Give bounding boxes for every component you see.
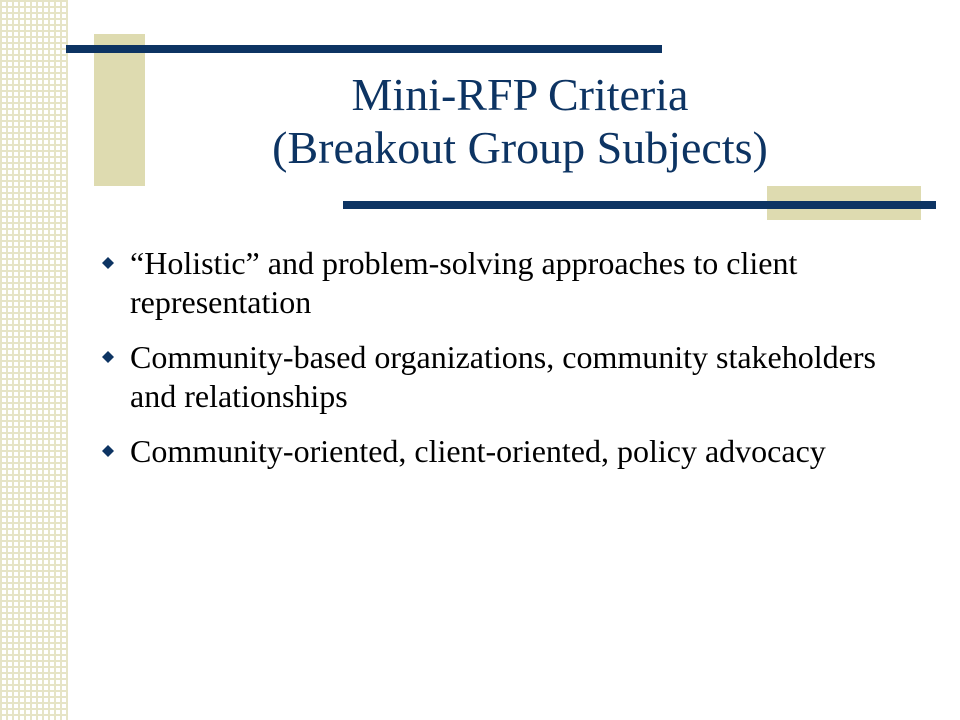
decorative-navy-bar-top [66, 45, 662, 53]
bullet-item [100, 338, 910, 416]
bullet-item [100, 432, 910, 471]
slide-title-line-1: Mini-RFP Criteria [351, 69, 689, 120]
diamond-bullet-icon [102, 351, 114, 363]
decorative-beige-block-top [94, 34, 145, 186]
bullet-list [100, 244, 910, 487]
bullet-text: “Holistic” and problem-solving approaches to client representation [130, 245, 798, 320]
bullet-text: Community-based organizations, community stakeholders and relationships [130, 339, 876, 414]
diamond-bullet-icon [102, 257, 114, 269]
bullet-item [100, 244, 910, 322]
slide-title-line-2: (Breakout Group Subjects) [272, 122, 768, 173]
bullet-text: Community-oriented, client-oriented, policy advocacy [130, 433, 826, 469]
diamond-bullet-icon [102, 445, 114, 457]
decorative-stripe-band [0, 0, 68, 720]
slide-title [140, 68, 900, 174]
decorative-navy-bar-bottom [343, 201, 936, 209]
